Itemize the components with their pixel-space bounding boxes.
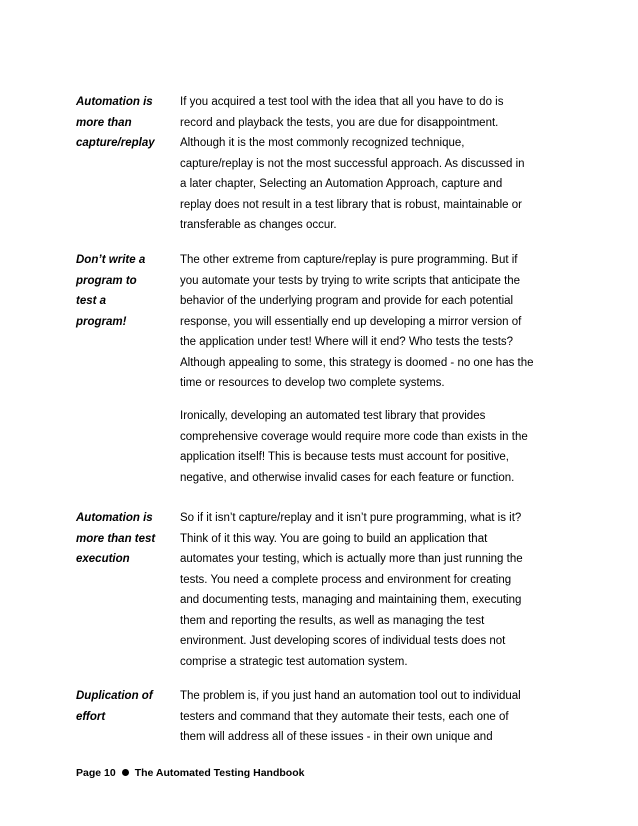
side-heading-line: more than test <box>76 532 156 545</box>
book-title: The Automated Testing Handbook <box>134 767 305 779</box>
body-line: you automate your tests by trying to write scripts that anticipate the <box>180 274 521 287</box>
body-line: time or resources to develop two complete systems. <box>180 377 445 389</box>
body-line: a later chapter, Selecting an Automation Approach, capture and <box>180 178 503 190</box>
section-body-paragraph-2 <box>180 406 552 488</box>
body-line: environment. Just developing scores of individual tests does not <box>180 635 506 647</box>
side-heading <box>76 508 176 570</box>
section-body <box>180 92 552 236</box>
side-heading-line: Automation is <box>76 512 153 524</box>
body-line: and documenting tests, managing and maintaining them, executing <box>180 594 522 606</box>
body-line: record and playback the tests, you are due for disappointment. <box>180 116 499 129</box>
body-line: automates your testing, which is actually more than just running the <box>180 553 523 565</box>
body-line: response, you will essentially end up developing a mirror version of <box>180 315 522 328</box>
body-line: them will address all of these issues - in their own unique and <box>180 731 493 743</box>
body-line: transferable as changes occur. <box>180 219 337 231</box>
side-heading-line: Duplication of <box>76 690 153 702</box>
body-line: the application under test! Where will it end? Who tests the tests? <box>180 336 514 348</box>
side-heading-line: execution <box>76 553 130 565</box>
body-line: replay does not result in a test library that is robust, maintainable or <box>180 198 522 211</box>
body-line: negative, and otherwise invalid cases for each feature or function. <box>180 471 515 484</box>
bullet-icon <box>122 769 129 776</box>
body-line: Think of it this way. You are going to build an application that <box>180 532 488 545</box>
body-line: The other extreme from capture/replay is pure programming. But if <box>180 254 518 266</box>
body-line: testers and command that they automate their tests, each one of <box>180 710 509 723</box>
side-heading-line: test a <box>76 295 107 307</box>
side-heading-line: more than <box>76 116 132 129</box>
body-line: them and reporting the results, as well as managing the test <box>180 614 485 627</box>
side-heading-line: effort <box>76 710 106 723</box>
side-heading-line: capture/replay <box>76 137 155 149</box>
side-heading-line: program to <box>76 274 137 287</box>
body-line: tests. You need a complete process and environment for creating <box>180 573 512 586</box>
body-line: If you acquired a test tool with the idea that all you have to do is <box>180 96 504 108</box>
side-heading-line: Automation is <box>76 96 153 108</box>
side-heading <box>76 92 176 154</box>
side-heading <box>76 250 176 332</box>
body-line: behavior of the underlying program and provide for each potential <box>180 295 514 307</box>
section-body <box>180 250 552 394</box>
body-line: The problem is, if you just hand an automation tool out to individual <box>180 690 521 702</box>
body-line: comprehensive coverage would require more code than exists in the <box>180 430 528 443</box>
body-line: comprise a strategic test automation system. <box>180 655 408 668</box>
side-heading-line: program! <box>76 315 127 328</box>
page-number: Page 10 <box>76 767 116 779</box>
body-line: Ironically, developing an automated test library that provides <box>180 410 486 422</box>
body-line: capture/replay is not the most successful approach. As discussed in <box>180 157 525 170</box>
section-body <box>180 686 552 748</box>
page-footer <box>76 766 304 780</box>
body-line: application itself! This is because tests must account for positive, <box>180 451 509 463</box>
body-line: So if it isn’t capture/replay and it isn’t pure programming, what is it? <box>180 512 522 524</box>
body-line: Although appealing to some, this strategy is doomed - no one has the <box>180 356 534 369</box>
section-body <box>180 508 552 672</box>
body-line: Although it is the most commonly recognized technique, <box>180 137 465 149</box>
side-heading <box>76 686 176 727</box>
side-heading-line: Don’t write a <box>76 254 146 266</box>
